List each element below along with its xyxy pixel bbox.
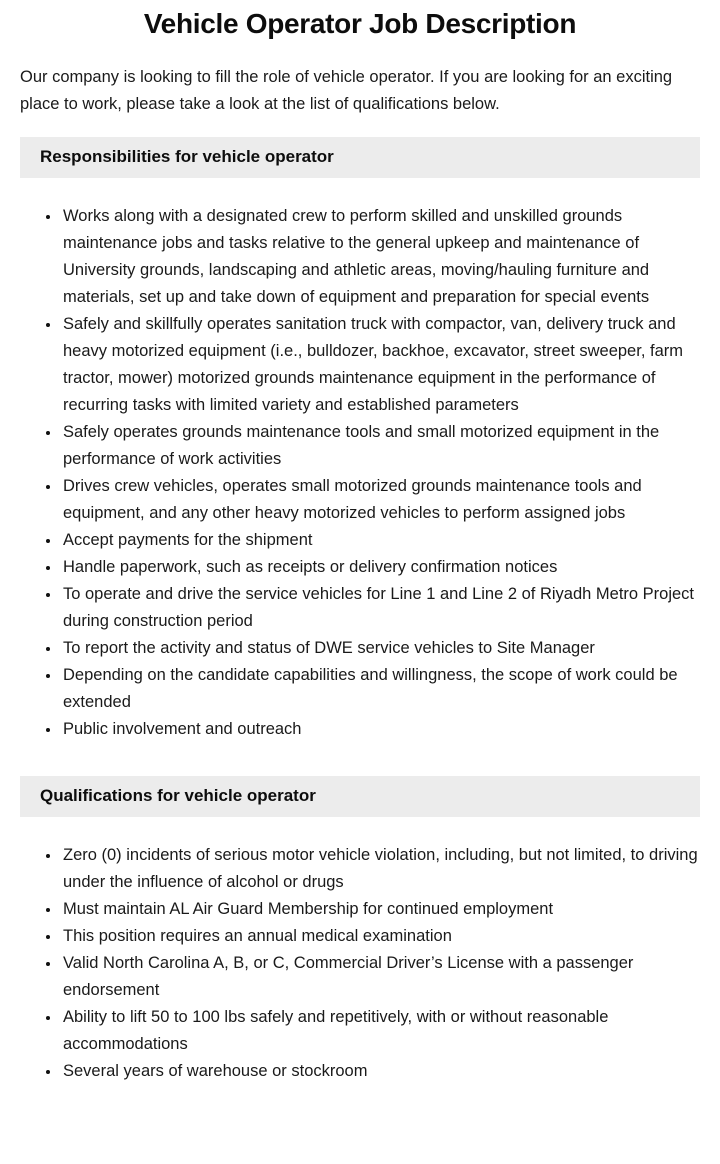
list-item: • Drives crew vehicles, operates small motorized grounds maintenance tools and equipment, and any other heavy motorized vehicles to perform assigned jobs <box>61 473 700 527</box>
qualifications-section <box>20 776 700 1085</box>
list-item: • Safely operates grounds maintenance tools and small motorized equipment in the performance of work activities <box>61 419 700 473</box>
responsibilities-heading: Responsibilities for vehicle operator <box>20 137 700 178</box>
page-title: Vehicle Operator Job Description <box>143 8 577 39</box>
list-item: • This position requires an annual medical examination <box>61 923 700 950</box>
list-item: • Accept payments for the shipment <box>61 527 700 554</box>
list-item: • Zero (0) incidents of serious motor vehicle violation, including, but not limited, to driving under the influence of alcohol or drugs <box>61 842 700 896</box>
list-item: • Depending on the candidate capabilities and willingness, the scope of work could be extended <box>61 662 700 716</box>
list-item: • Valid North Carolina A, B, or C, Commercial Driver’s License with a passenger endorsement <box>61 950 700 1004</box>
list-item: • Safely and skillfully operates sanitation truck with compactor, van, delivery truck and heavy motorized equipment (i.e., bulldozer, backhoe, excavator, street sweeper, farm tractor, mower) motorized grounds maintenance equipment in the performance of recurring tasks with limited variety and established parameters <box>61 311 700 419</box>
responsibilities-section <box>20 137 700 743</box>
intro-paragraph: Our company is looking to fill the role of vehicle operator. If you are looking for an exciting place to work, please take a look at the list of qualifications below. <box>20 68 673 113</box>
qualifications-list <box>20 842 700 1085</box>
list-item: • Works along with a designated crew to perform skilled and unskilled grounds maintenance jobs and tasks relative to the general upkeep and maintenance of University grounds, landscaping and athletic areas, moving/hauling furniture and materials, set up and take down of equipment and preparation for special events <box>61 203 700 311</box>
list-item: • Public involvement and outreach <box>61 716 700 743</box>
list-item: • To operate and drive the service vehicles for Line 1 and Line 2 of Riyadh Metro Project during construction period <box>61 581 700 635</box>
qualifications-heading: Qualifications for vehicle operator <box>20 776 700 817</box>
list-item: • Ability to lift 50 to 100 lbs safely and repetitively, with or without reasonable accommodations <box>61 1004 700 1058</box>
responsibilities-list <box>20 203 700 743</box>
list-item: • Handle paperwork, such as receipts or delivery confirmation notices <box>61 554 700 581</box>
list-item: • To report the activity and status of DWE service vehicles to Site Manager <box>61 635 700 662</box>
list-item: • Must maintain AL Air Guard Membership for continued employment <box>61 896 700 923</box>
list-item: • Several years of warehouse or stockroom <box>61 1058 700 1085</box>
